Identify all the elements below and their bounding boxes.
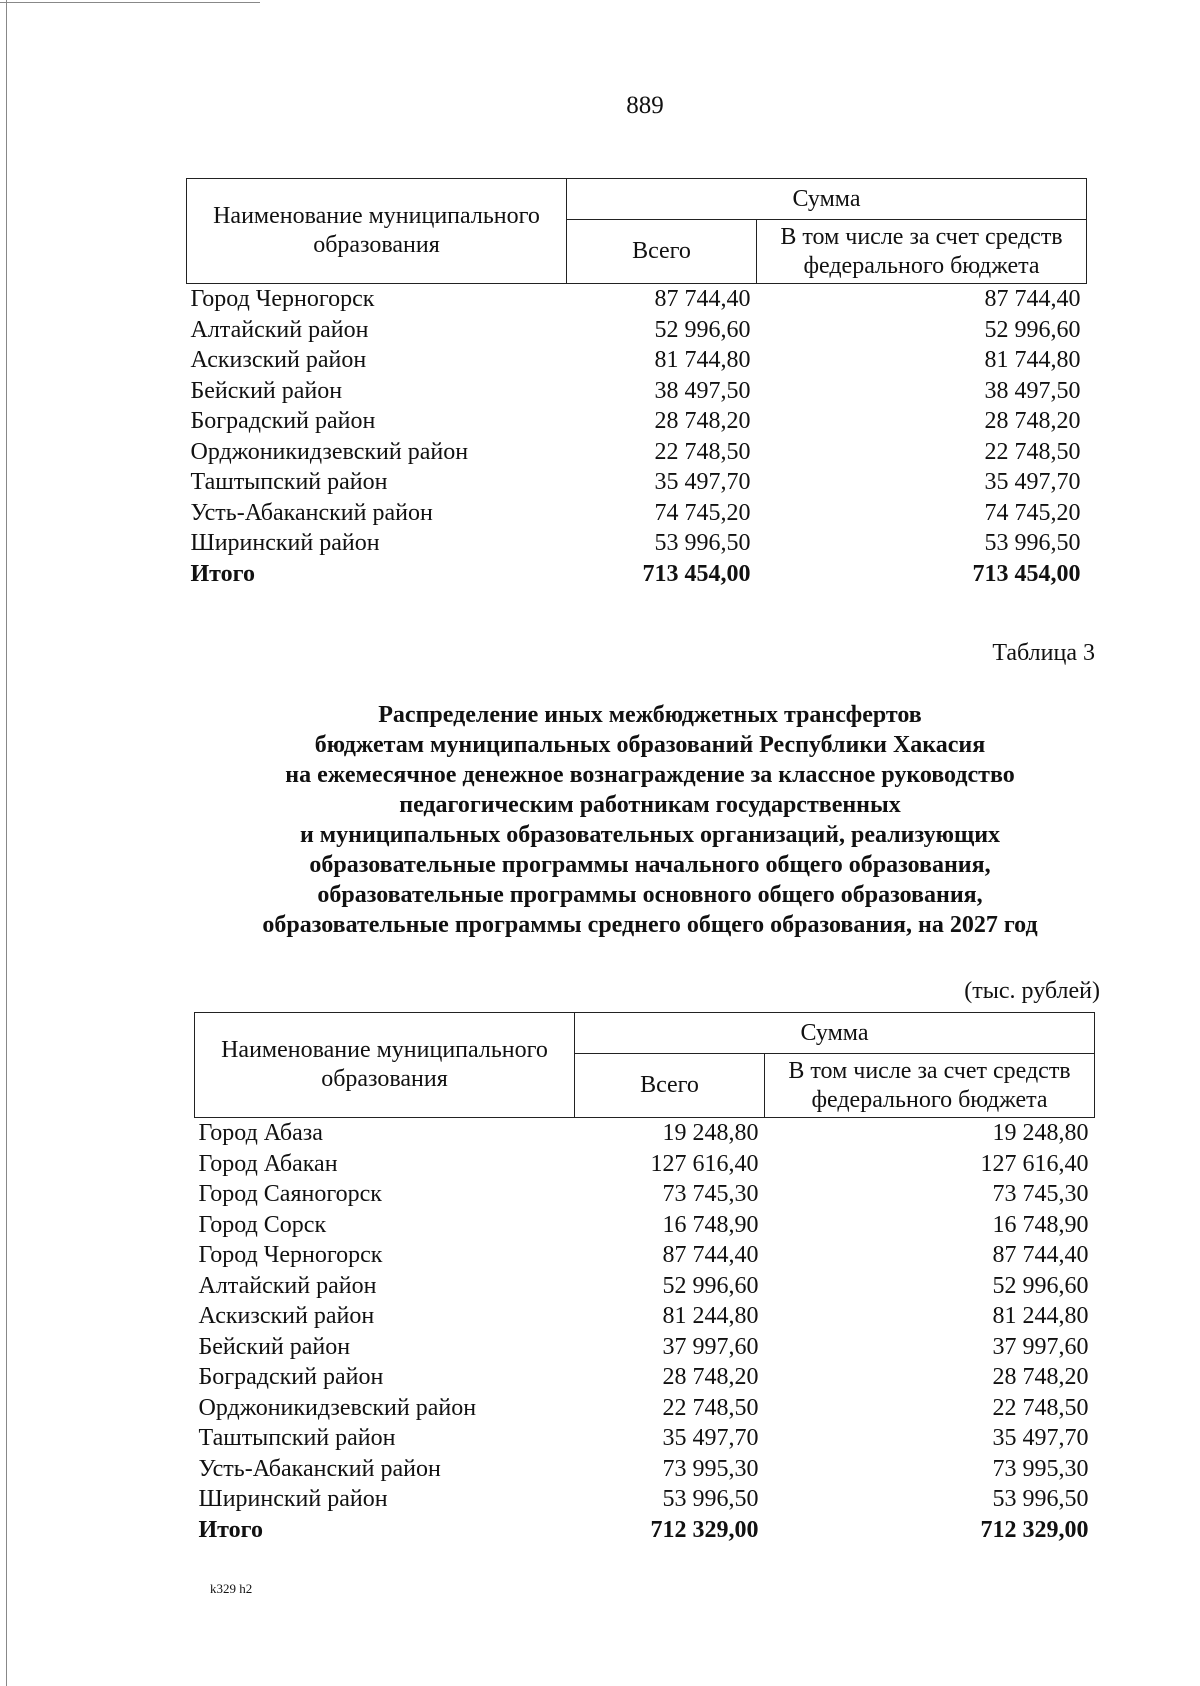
distribution-table-top	[186, 178, 1087, 589]
federal-cell: 16 748,90	[992, 1211, 1089, 1238]
total-cell: 74 745,20	[654, 499, 751, 526]
municipality-cell: Город Черногорск	[198, 1242, 383, 1268]
total-cell: 16 748,90	[662, 1211, 759, 1238]
table-row	[195, 1393, 1095, 1424]
municipality-cell: Алтайский район	[198, 1272, 377, 1299]
scan-edge-top	[0, 2, 260, 3]
municipality-cell: Боградский район	[190, 408, 376, 434]
table-row	[187, 284, 1087, 315]
municipality-cell: Орджоникидзевский район	[190, 438, 469, 465]
table-row	[187, 315, 1087, 346]
total-cell: 73 745,30	[662, 1181, 759, 1207]
federal-cell: 53 996,50	[992, 1486, 1089, 1512]
table-row	[195, 1210, 1095, 1241]
table-row	[195, 1362, 1095, 1393]
total-cell: 22 748,50	[662, 1394, 759, 1421]
federal-cell: 127 616,40	[980, 1150, 1089, 1177]
header-total: Всего	[567, 220, 757, 284]
title-line: бюджетам муниципальных образований Республики Хакасия	[314, 732, 986, 758]
table-row	[195, 1484, 1095, 1515]
header-sum: Сумма	[567, 179, 1087, 220]
municipality-cell: Орджоникидзевский район	[198, 1394, 477, 1421]
federal-cell: 35 497,70	[992, 1425, 1089, 1451]
total-cell: 53 996,50	[654, 530, 751, 556]
federal-cell: 38 497,50	[984, 377, 1081, 404]
municipality-cell: Итого	[198, 1516, 263, 1543]
federal-cell: 712 329,00	[980, 1516, 1089, 1543]
header-municipality: Наименование муниципального образования	[195, 1013, 575, 1118]
title-line: педагогическим работникам государственных	[399, 792, 901, 818]
table-row	[195, 1271, 1095, 1302]
title-line: и муниципальных образовательных организаций, реализующих	[299, 822, 1001, 848]
federal-cell: 87 744,40	[984, 286, 1081, 312]
table-row	[195, 1179, 1095, 1210]
table-row	[187, 528, 1087, 559]
total-row	[195, 1515, 1095, 1546]
municipality-cell: Таштыпский район	[190, 469, 388, 495]
municipality-cell: Город Саяногорск	[198, 1181, 382, 1207]
total-cell: 87 744,40	[662, 1242, 759, 1268]
total-cell: 35 497,70	[654, 469, 751, 495]
scan-edge-left	[6, 0, 7, 1686]
federal-cell: 87 744,40	[992, 1242, 1089, 1268]
municipality-cell: Алтайский район	[190, 316, 369, 343]
table-body-top	[187, 284, 1087, 590]
municipality-cell: Город Черногорск	[190, 286, 375, 312]
total-row	[187, 559, 1087, 590]
total-cell: 28 748,20	[662, 1364, 759, 1390]
municipality-cell: Итого	[190, 560, 255, 587]
header-sum: Сумма	[575, 1013, 1095, 1054]
federal-cell: 713 454,00	[972, 560, 1081, 587]
federal-cell: 74 745,20	[984, 499, 1081, 526]
federal-cell: 81 744,80	[984, 347, 1081, 373]
federal-cell: 19 248,80	[992, 1120, 1089, 1146]
municipality-cell: Ширинский район	[198, 1486, 388, 1512]
municipality-cell: Боградский район	[198, 1364, 384, 1390]
federal-cell: 35 497,70	[984, 469, 1081, 495]
total-cell: 19 248,80	[662, 1120, 759, 1146]
total-cell: 53 996,50	[662, 1486, 759, 1512]
table-row	[187, 467, 1087, 498]
municipality-cell: Усть-Абаканский район	[198, 1455, 441, 1482]
federal-cell: 37 997,60	[992, 1333, 1089, 1360]
municipality-cell: Бейский район	[198, 1333, 351, 1360]
table-row	[187, 376, 1087, 407]
table-label: Таблица 3	[992, 640, 1095, 666]
page-number: 889	[626, 92, 664, 119]
table-row	[195, 1454, 1095, 1485]
table-title	[150, 700, 1150, 940]
table-row	[195, 1149, 1095, 1180]
total-cell: 81 244,80	[662, 1303, 759, 1329]
table-row	[187, 345, 1087, 376]
header-federal: В том числе за счет средств федерального бюджета	[765, 1054, 1095, 1118]
title-line: Распределение иных межбюджетных трансфертов	[378, 702, 922, 728]
table-row	[195, 1301, 1095, 1332]
total-cell: 22 748,50	[654, 438, 751, 465]
table-body-bottom	[195, 1118, 1095, 1546]
total-cell: 713 454,00	[642, 560, 751, 587]
federal-cell: 22 748,50	[992, 1394, 1089, 1421]
total-cell: 52 996,60	[662, 1272, 759, 1299]
title-line: образовательные программы основного общего образования,	[317, 882, 983, 908]
municipality-cell: Бейский район	[190, 377, 343, 404]
title-line: образовательные программы начального общего образования,	[309, 852, 991, 878]
municipality-cell: Усть-Абаканский район	[190, 499, 433, 526]
table-row	[195, 1118, 1095, 1149]
distribution-table-bottom	[194, 1012, 1095, 1545]
municipality-cell: Город Сорск	[198, 1211, 327, 1238]
federal-cell: 52 996,60	[992, 1272, 1089, 1299]
header-federal: В том числе за счет средств федерального бюджета	[757, 220, 1087, 284]
footer-code: k329 h2	[210, 1581, 253, 1596]
total-cell: 37 997,60	[662, 1333, 759, 1360]
municipality-cell: Таштыпский район	[198, 1425, 396, 1451]
municipality-cell: Аскизский район	[198, 1303, 375, 1329]
federal-cell: 81 244,80	[992, 1303, 1089, 1329]
total-cell: 52 996,60	[654, 316, 751, 343]
table-row	[187, 437, 1087, 468]
municipality-cell: Город Абакан	[198, 1150, 338, 1177]
federal-cell: 53 996,50	[984, 530, 1081, 556]
total-cell: 35 497,70	[662, 1425, 759, 1451]
federal-cell: 22 748,50	[984, 438, 1081, 465]
total-cell: 712 329,00	[650, 1516, 759, 1543]
header-municipality: Наименование муниципального образования	[187, 179, 567, 284]
table-row	[195, 1240, 1095, 1271]
municipality-cell: Город Абаза	[198, 1120, 323, 1146]
table-row	[187, 498, 1087, 529]
table-row	[195, 1332, 1095, 1363]
federal-cell: 28 748,20	[984, 408, 1081, 434]
title-line: образовательные программы среднего общего образования, на 2027 год	[262, 912, 1038, 938]
federal-cell: 73 745,30	[992, 1181, 1089, 1207]
header-total: Всего	[575, 1054, 765, 1118]
title-line: на ежемесячное денежное вознаграждение за классное руководство	[285, 762, 1015, 788]
federal-cell: 73 995,30	[992, 1455, 1089, 1482]
municipality-cell: Аскизский район	[190, 347, 367, 373]
total-cell: 127 616,40	[650, 1150, 759, 1177]
total-cell: 73 995,30	[662, 1455, 759, 1482]
units-label: (тыс. рублей)	[964, 978, 1100, 1004]
total-cell: 81 744,80	[654, 347, 751, 373]
total-cell: 38 497,50	[654, 377, 751, 404]
total-cell: 87 744,40	[654, 286, 751, 312]
federal-cell: 28 748,20	[992, 1364, 1089, 1390]
municipality-cell: Ширинский район	[190, 530, 380, 556]
federal-cell: 52 996,60	[984, 316, 1081, 343]
table-row	[195, 1423, 1095, 1454]
total-cell: 28 748,20	[654, 408, 751, 434]
table-row	[187, 406, 1087, 437]
